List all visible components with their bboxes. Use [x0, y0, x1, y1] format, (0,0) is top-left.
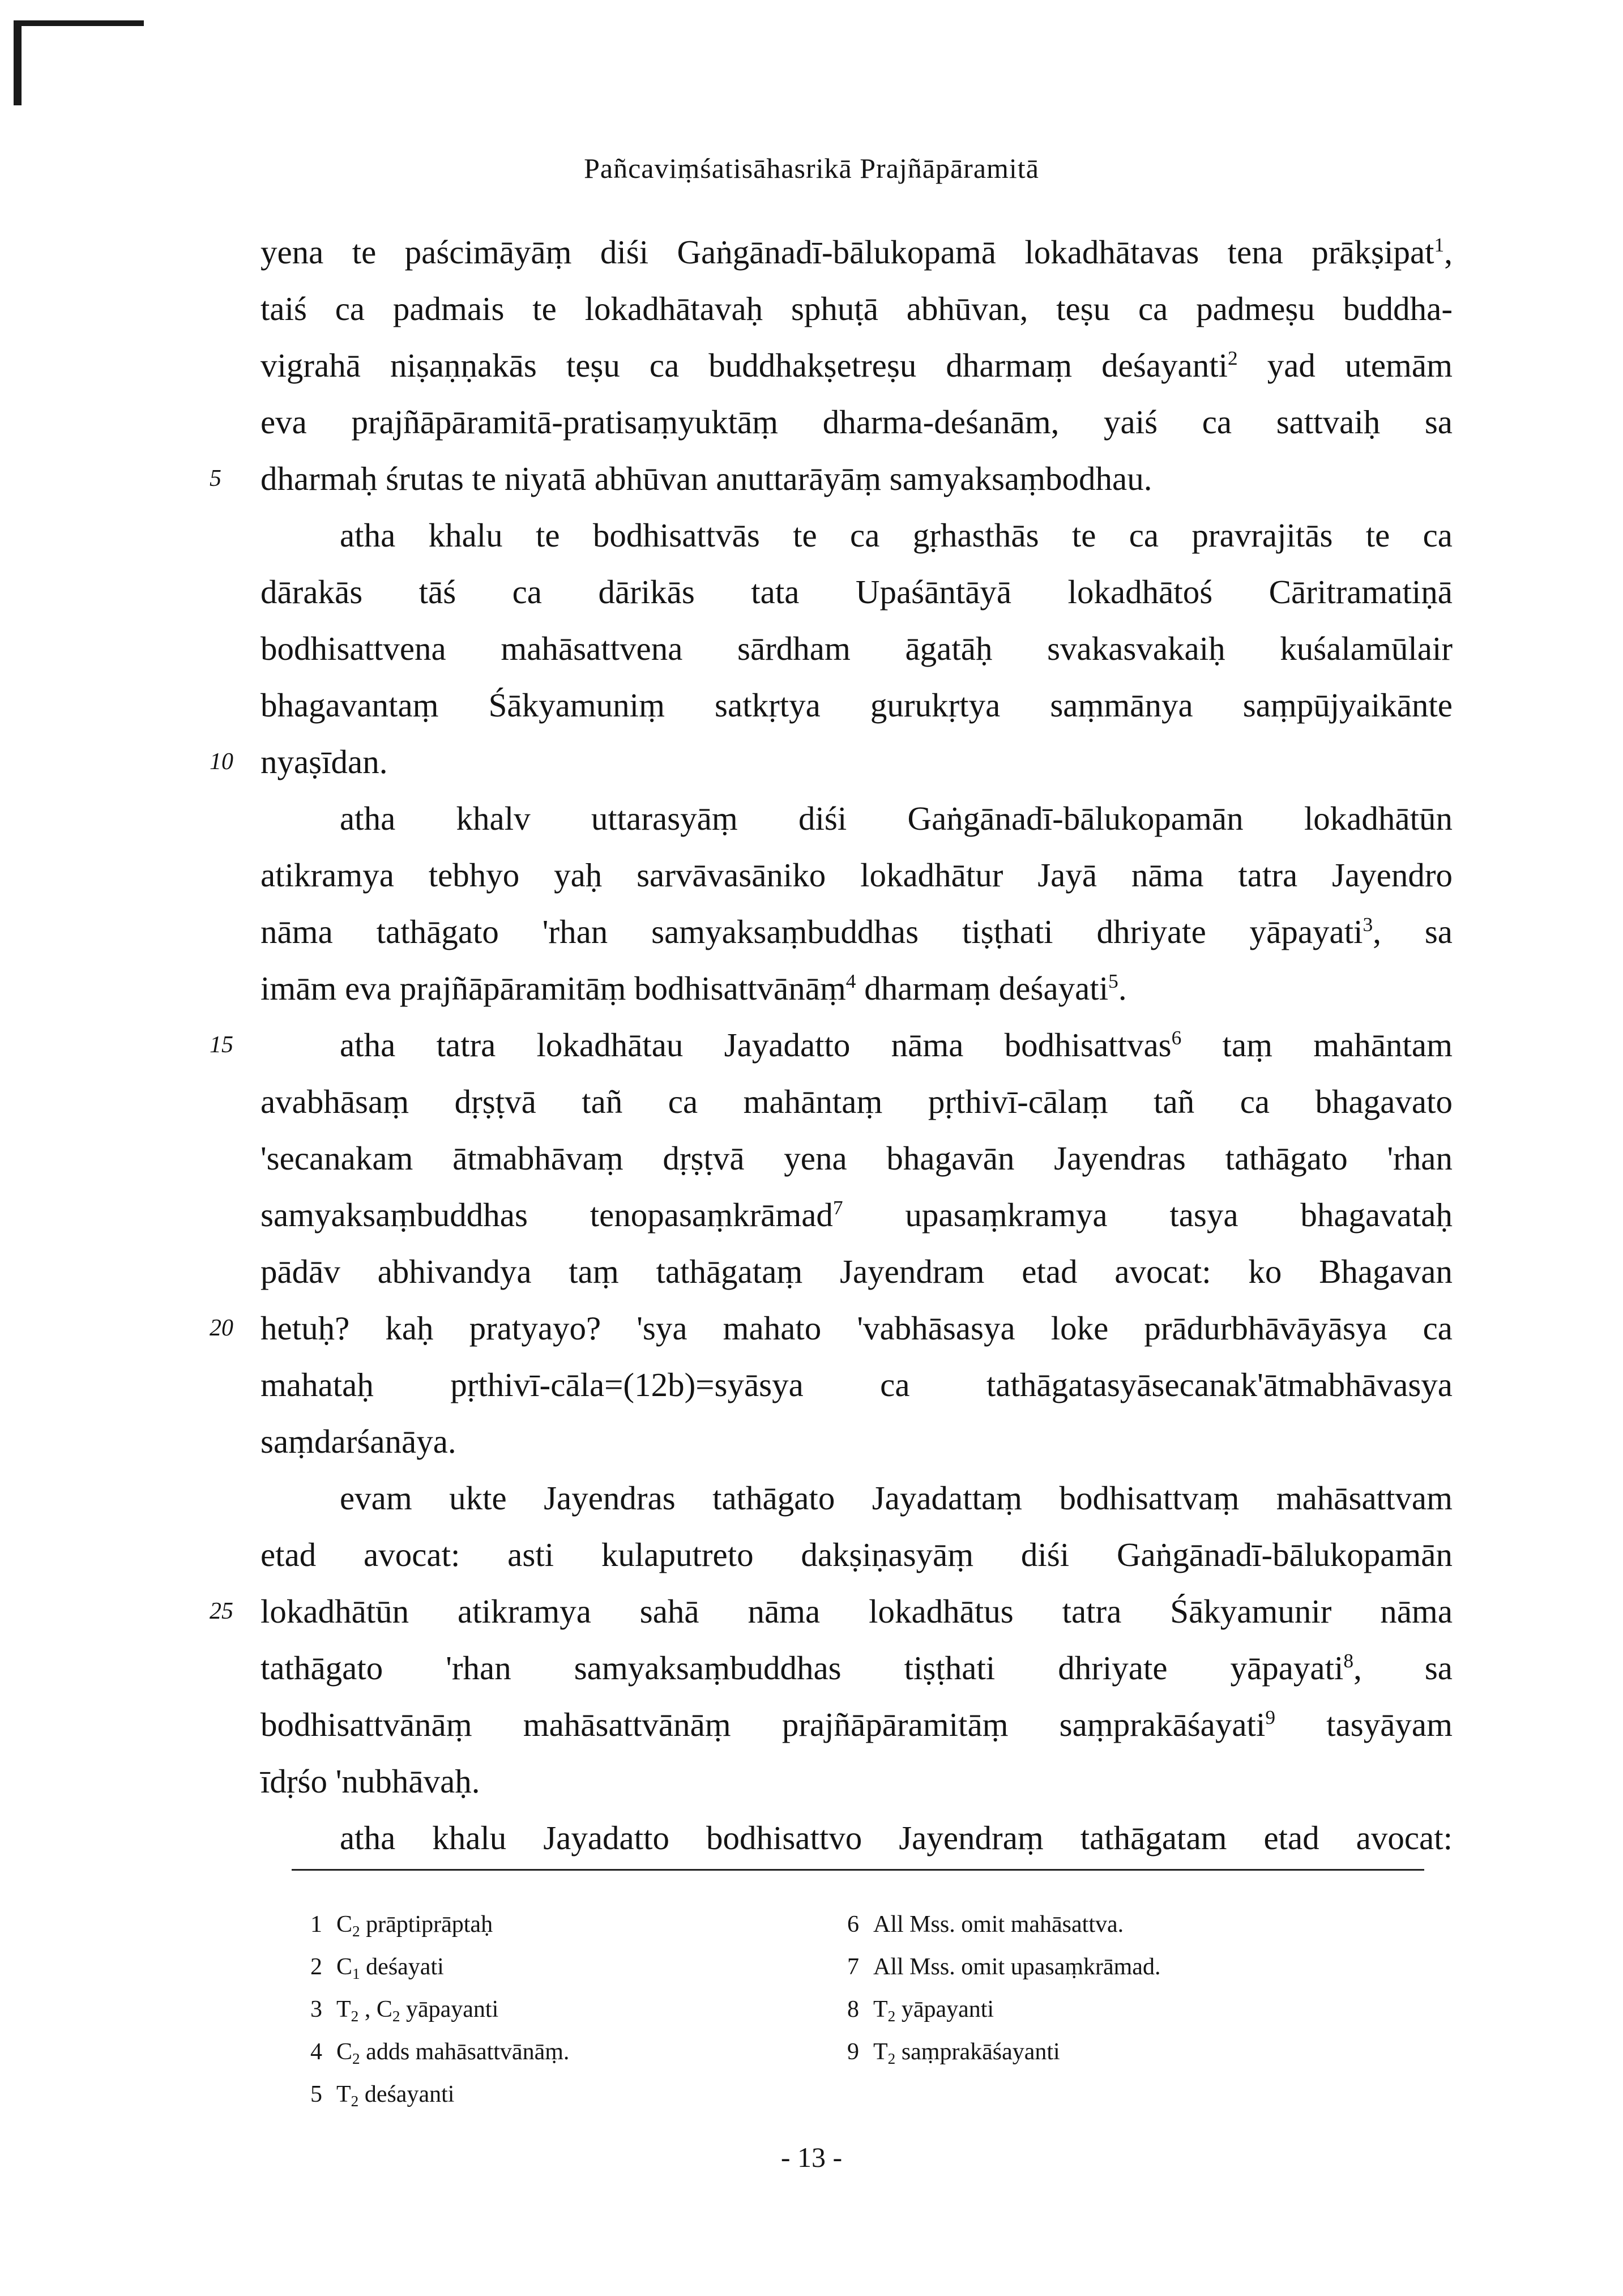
- text-line: bodhisattvena mahāsattvena sārdham āgatāḥ svakasvakaiḥ kuśalamūlair: [260, 630, 1453, 667]
- text-line: evam ukte Jayendras tathāgato Jayadattaṃ bodhisattvaṃ mahāsattvam: [340, 1479, 1453, 1517]
- scan-corner-mark: [14, 20, 22, 105]
- line-number: 25: [210, 1598, 233, 1624]
- footnote: 2 $C_1$ deśayati: [310, 1954, 444, 1983]
- text-line: nāma tathāgato 'rhan samyaksaṃbuddhas tiṣṭhati dhriyate yāpayati$^3$, sa: [260, 912, 1453, 950]
- text-line: dharmaḥ śrutas te niyatā abhūvan anuttarāyāṃ samyaksaṃbodhau.: [260, 460, 1152, 497]
- text-line: īdṛśo 'nubhāvaḥ.: [260, 1762, 480, 1800]
- footnotes-right: [847, 1907, 1413, 2077]
- footnote-rule: [292, 1869, 1424, 1871]
- footnote: 6 All Mss. omit mahāsattva.: [847, 1911, 1124, 1937]
- scan-corner-mark-top: [14, 20, 144, 26]
- text-line: atha tatra lokadhātau Jayadatto nāma bodhisattvas$^6$ taṃ mahāntam: [340, 1026, 1453, 1064]
- text-line: bodhisattvānāṃ mahāsattvānāṃ prajñāpāramitāṃ saṃprakāśayati$^9$ tasyāyam: [260, 1705, 1453, 1743]
- text-line: lokadhātūn atikramya sahā nāma lokadhātus tatra Śākyamunir nāma: [260, 1593, 1453, 1630]
- text-line: saṃdarśanāya.: [260, 1423, 456, 1460]
- text-line: atikramya tebhyo yaḥ sarvāvasāniko lokadhātur Jayā nāma tatra Jayendro: [260, 856, 1453, 894]
- footnote: 5 $T_2$ deśayanti: [310, 2081, 455, 2110]
- text-line: avabhāsaṃ dṛṣṭvā tañ ca mahāntaṃ pṛthivī-cālaṃ tañ ca bhagavato: [260, 1083, 1453, 1120]
- text-line: atha khalu Jayadatto bodhisattvo Jayendraṃ tathāgatam etad avocat:: [340, 1819, 1453, 1857]
- footnote: 9 $T_2$ saṃprakāśayanti: [847, 2039, 1060, 2068]
- text-line: atha khalu te bodhisattvās te ca gṛhasthās te ca pravrajitās te ca: [340, 517, 1453, 554]
- text-line: hetuḥ? kaḥ pratyayo? 'sya mahato 'vabhāsasya loke prādurbhāvāyāsya ca: [260, 1309, 1453, 1347]
- footnote: 8 $T_2$ yāpayanti: [847, 1996, 994, 2025]
- text-line: vigrahā niṣaṇṇakās teṣu ca buddhakṣetreṣu dharmaṃ deśayanti$^2$ yad utemām: [260, 346, 1453, 384]
- text-line: atha khalv uttarasyāṃ diśi Gaṅgānadī-bālukopamān lokadhātūn: [340, 800, 1453, 837]
- line-number: 15: [210, 1032, 233, 1058]
- page-number: - 13 -: [780, 2141, 843, 2173]
- text-line: etad avocat: asti kulaputreto dakṣiṇasyāṃ diśi Gaṅgānadī-bālukopamān: [260, 1536, 1453, 1573]
- footnote: 7 All Mss. omit upasaṃkrāmad.: [847, 1954, 1161, 1980]
- text-line: pādāv abhivandya taṃ tathāgataṃ Jayendram etad avocat: ko Bhagavan: [260, 1253, 1453, 1290]
- text-line: samyaksaṃbuddhas tenopasaṃkrāmad$^7$ upasaṃkramya tasya bhagavataḥ: [260, 1196, 1453, 1234]
- text-line: dārakās tāś ca dārikās tata Upaśāntāyā lokadhātoś Cāritramatiṇā: [260, 573, 1453, 611]
- footnote: 3 $T_2$ , $C_2$ yāpayanti: [310, 1996, 499, 2025]
- text-line: yena te paścimāyāṃ diśi Gaṅgānadī-bālukopamā lokadhātavas tena prākṣipat$^1$,: [260, 233, 1453, 271]
- text-line: 'secanakam ātmabhāvaṃ dṛṣṭvā yena bhagavān Jayendras tathāgato 'rhan: [260, 1140, 1453, 1177]
- footnote: 1 $C_2$ prāptiprāptaḥ: [310, 1911, 493, 1940]
- line-number: 20: [210, 1315, 233, 1341]
- text-line: imām eva prajñāpāramitāṃ bodhisattvānāṃ$^4$ dharmaṃ deśayati$^5$.: [260, 969, 1127, 1007]
- text-line: bhagavantaṃ Śākyamuniṃ satkṛtya gurukṛtya saṃmānya saṃpūjyaikānte: [260, 686, 1453, 724]
- line-number: 10: [210, 749, 233, 775]
- line-number: 5: [210, 466, 221, 492]
- text-line: eva prajñāpāramitā-pratisaṃyuktāṃ dharma-deśanām, yaiś ca sattvaiḥ sa: [260, 403, 1453, 441]
- running-header: Pañcaviṃśatisāhasrikā Prajñāpāramitā: [584, 152, 1039, 184]
- text-line: taiś ca padmais te lokadhātavaḥ sphuṭā abhūvan, teṣu ca padmeṣu buddha-: [260, 290, 1453, 327]
- text-line: nyaṣīdan.: [260, 743, 388, 780]
- text-line: tathāgato 'rhan samyaksaṃbuddhas tiṣṭhati dhriyate yāpayati$^8$, sa: [260, 1649, 1453, 1687]
- footnotes-left: [310, 1907, 820, 2120]
- footnote: 4 $C_2$ adds mahāsattvānāṃ.: [310, 2039, 570, 2068]
- text-line: mahataḥ pṛthivī-cāla=(12b)=syāsya ca tathāgatasyāsecanak'ātmabhāvasya: [260, 1366, 1453, 1403]
